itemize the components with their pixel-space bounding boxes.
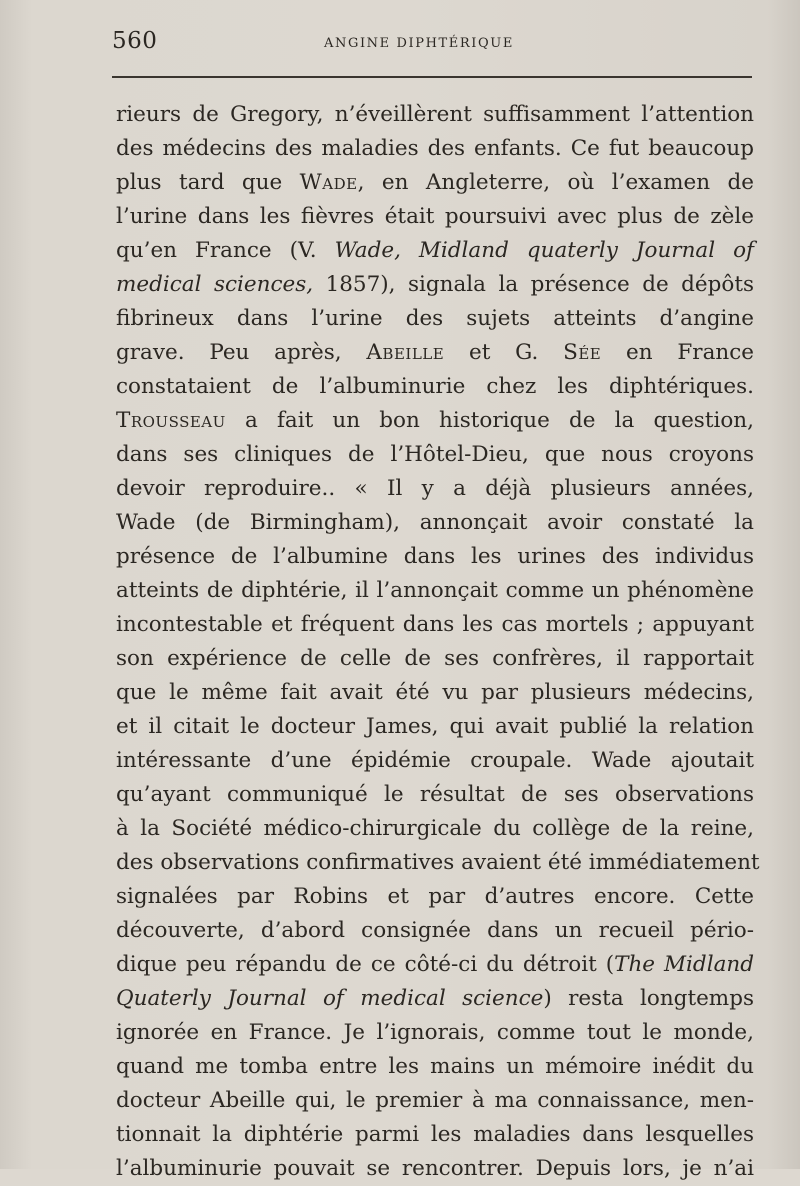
text-span: l’urine dans les fièvres était poursuivi avec plus de zèle <box>116 204 754 229</box>
text-line <box>116 404 754 438</box>
italic-span: The Midland <box>614 952 754 977</box>
italic-span: Wade, Midland quaterly Journal of <box>334 238 755 263</box>
text-span: des médecins des maladies des enfants. Ce fut beaucoup <box>116 136 754 161</box>
text-span: présence de l’albumine dans les urines des individus <box>116 544 754 569</box>
text-span: dique peu répandu de ce côté-ci du détroit ( <box>116 952 615 977</box>
text-line <box>116 948 754 982</box>
text-line <box>116 1050 754 1084</box>
text-line <box>116 812 754 846</box>
text-span: son expérience de celle de ses confrères, il rapportait <box>116 646 754 671</box>
text-span: incontestable et fréquent dans les cas mortels ; appuyant <box>116 612 754 637</box>
text-line <box>116 710 754 744</box>
text-span: intéressante d’une épidémie croupale. Wade ajoutait <box>116 748 754 773</box>
small-caps-name: Trousseau <box>116 408 226 433</box>
small-caps-name: Wade <box>299 170 358 195</box>
italic-span: Quaterly Journal of medical science <box>116 986 544 1011</box>
text-line <box>116 914 754 948</box>
italic-span: medical sciences, <box>116 272 314 297</box>
small-caps-name: Abeille <box>366 340 445 365</box>
text-line <box>116 1016 754 1050</box>
text-span: et il citait le docteur James, qui avait publié la relation <box>116 714 754 739</box>
text-line <box>116 472 754 506</box>
text-span: à la Société médico-chirurgicale du collège de la reine, <box>116 816 754 841</box>
text-span: constataient de l’albuminurie chez les diphtériques. <box>116 374 754 399</box>
text-line <box>116 166 754 200</box>
text-line <box>116 676 754 710</box>
text-span: quand me tomba entre les mains un mémoire inédit du <box>116 1054 754 1079</box>
text-span: ) resta longtemps <box>543 986 754 1011</box>
text-span: des observations confirmatives avaient été immédiatement <box>116 850 760 875</box>
text-span: 1857), signala la présence de dépôts <box>313 272 755 297</box>
running-title: ANGINE DIPHTÉRIQUE <box>324 36 514 51</box>
text-span: atteints de diphtérie, il l’annonçait comme un phénomène <box>116 578 754 603</box>
body-text <box>116 98 760 1186</box>
text-line <box>116 744 754 778</box>
text-span: ignorée en France. Je l’ignorais, comme tout le monde, <box>116 1020 754 1045</box>
text-line <box>116 132 754 166</box>
text-line <box>116 880 754 914</box>
text-line <box>116 1118 754 1152</box>
text-span: qu’en France (V. <box>116 238 335 263</box>
text-span: dans ses cliniques de l’Hôtel-Dieu, que nous croyons <box>116 442 754 467</box>
text-span: signalées par Robins et par d’autres encore. Cette <box>116 884 754 909</box>
text-line <box>116 200 754 234</box>
text-line <box>116 268 754 302</box>
text-span: que le même fait avait été vu par plusieurs médecins, <box>116 680 754 705</box>
text-span: en France <box>601 340 755 365</box>
text-line <box>116 574 754 608</box>
text-span: l’albuminurie pouvait se rencontrer. Depuis lors, je n’ai <box>116 1156 754 1181</box>
text-span: découverte, d’abord consignée dans un recueil pério- <box>116 918 754 943</box>
header-rule <box>112 76 752 78</box>
text-line <box>116 1084 754 1118</box>
text-span: Wade (de Birmingham), annonçait avoir constaté la <box>116 510 754 535</box>
text-span: a fait un bon historique de la question, <box>225 408 754 433</box>
text-span: plus tard que <box>116 170 300 195</box>
text-span: tionnait la diphtérie parmi les maladies dans lesquelles <box>116 1122 754 1147</box>
text-span: fibrineux dans l’urine des sujets atteints d’angine <box>116 306 754 331</box>
text-span: rieurs de Gregory, n’éveillèrent suffisamment l’attention <box>116 102 754 127</box>
text-line <box>116 506 754 540</box>
text-span: , en Angleterre, où l’examen de <box>357 170 755 195</box>
text-line <box>116 1152 754 1186</box>
page-number: 560 <box>112 28 158 54</box>
text-line <box>116 302 754 336</box>
text-line <box>116 608 754 642</box>
text-line <box>116 336 754 370</box>
text-span: et G. <box>444 340 564 365</box>
text-line <box>116 438 754 472</box>
text-span: docteur Abeille qui, le premier à ma connaissance, men- <box>116 1088 754 1113</box>
page-header <box>112 26 752 66</box>
text-line <box>116 98 754 132</box>
text-line <box>116 778 754 812</box>
text-line <box>116 540 754 574</box>
text-line <box>116 234 754 268</box>
text-span: qu’ayant communiqué le résultat de ses observations <box>116 782 754 807</box>
text-line <box>116 846 760 880</box>
text-line <box>116 982 754 1016</box>
text-span: devoir reproduire.. « Il y a déjà plusieurs années, <box>116 476 754 501</box>
text-line <box>116 370 754 404</box>
small-caps-name: Sée <box>563 340 602 365</box>
text-span: grave. Peu après, <box>116 340 367 365</box>
text-line <box>116 642 754 676</box>
